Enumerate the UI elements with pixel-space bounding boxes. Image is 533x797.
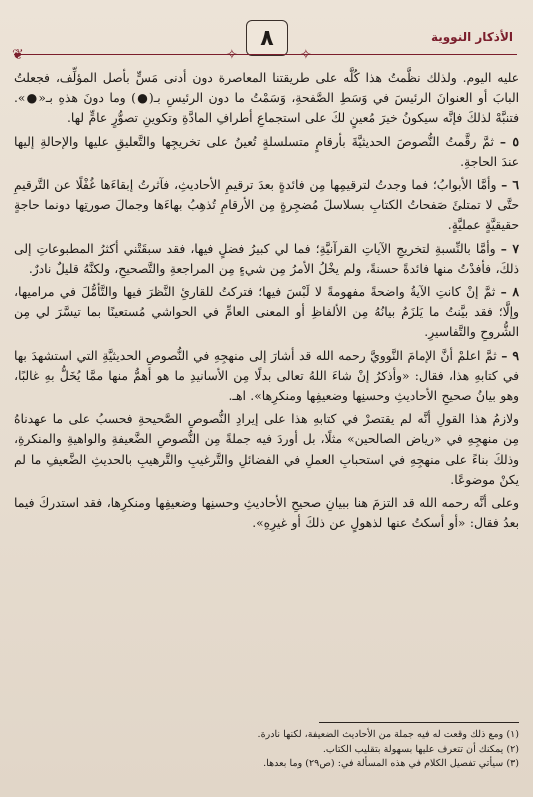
paragraph [14,239,519,279]
paragraph-text: وعلى أنَّه رحمه الله قد التزمَ هنا ببيانِ صحيحِ الأحاديثِ وحسنِها وضعيفِها ومنكرِها، فقد استدركَ فيما بعدُ فقال: «أو أسكتُ عنها لذهولٍ عن ذلكَ أو غيرِهِ». [14,496,519,531]
paragraph-number: ٩ – [501,347,519,363]
page-number: ٨ [260,25,274,51]
footnotes [14,728,519,772]
footnote-separator [319,722,519,723]
paragraph-text: عليه اليوم. ولذلك نظَّمتُ هذا كُلَّه على طريقتنا المعاصرة دون أدنى مَسٍّ بأصل المؤلِّف، فجعلتُ البابَ أو العنوانَ الرئيسَ في وَسَطِ الصَّفحةِ، وَسَمْتُ ما دون الرئيسِ بـ(●) وما دونَ هذهِ بـ«●». فتنبَّهْ لذلكَ فإنَّه سيكونُ خيرَ مُعينٍ لكَ على استجماعِ أطرافِ المادَّةِ وتكوينِ تصوُّرٍ عامٍّ لها. [14,71,519,126]
paragraph-text: وأمَّا بالنِّسبةِ لتخريجِ الآياتِ القرآنيَّةِ؛ فما لي كبيرُ فضلٍ فيها، فقد سبقَتْني أكثرُ المطبوعاتِ إلى ذلكَ، فأفدْتُ منها فائدةً حسنةً، ولم يخْلُ الأمرُ مِن شيءٍ مِن المراجعةِ والتَّصحيحِ، ولكنَّهُ قليلٌ نادرٌ. [14,241,519,276]
main-text [14,68,519,536]
paragraph-number: ٦ – [501,177,519,193]
paragraph [14,282,519,343]
footnote: (١) ومع ذلك وقعت له فيه جملة من الأحاديث الضعيفة، لكنها نادرة. [257,729,519,740]
paragraph-text: ثمَّ رقَّمتُ النُّصوصَ الحديثيَّةَ بأرقامٍ متسلسلةٍ تُعينُ على تخريجِها والتَّعليقِ عليها والإحالةِ إليها عندَ الحاجةِ. [14,134,519,169]
page-header [12,20,517,63]
flourish-ornament-icon: ❦ [12,47,24,63]
flourish-ornament-icon: ✧ [300,47,312,63]
paragraph [14,132,519,172]
paragraph-text: وأمَّا الأبوابُ؛ فما وجدتُ لترقيمِها مِن فائدةٍ بعدَ ترقيمِ الأحاديثِ، فآثرتُ إبقاءَها غُفْلًا عن التَّرقيمِ حتَّى لا تمتلئَ صَفحاتُ الكتابِ بسلاسلَ مُضجِرةٍ مِن الأرقامِ تُذهِبُ بهاءَها وجمالَ صورتِها دونما حاجةٍ حقيقيَّةٍ عمليَّةٍ. [14,178,519,233]
paragraph-text: ولازمُ هذا القولِ أنَّه لم يقتصرْ في كتابهِ هذا على إيرادِ النُّصوصِ الصَّحيحةِ فحسبُ على ما عهدناهُ مِن منهجِهِ في «رياض الصالحين» مثلًا، بل أوردَ فيه جملةً مِن النُّصوصِ الضَّعيفةِ والواهيةِ والمنكرةِ، وذلكَ بناءً على منهجِهِ في استحبابِ العملِ في الفضائلِ والتَّرغيبِ والتَّرهيبِ بالحديثِ الضَّعيفِ ما لم يكنْ موضوعًا. [14,412,519,487]
paragraph-number: ٧ – [500,240,519,256]
paragraph [14,346,519,407]
footnote: (٣) سيأتي تفصيل الكلام في هذه المسألة في: (ص٢٩) وما بعدها. [263,758,519,769]
paragraph [14,175,519,236]
header-rule [14,54,517,55]
paragraph-text: ثمَّ اعلمْ أنَّ الإمامَ النَّوويَّ رحمه الله قد أشارَ إلى منهجِهِ في النُّصوصِ الحديثيَّةِ التي استشهدَ بها في كتابهِ هذا، فقال: «وأذكرُ إنْ شاءَ اللهُ تعالى بدلًا مِن الأسانيدِ ما هو أهمُّ منها ممَّا يُخَلُّ بهِ غالبًا، وهو بيانُ صحيحِ الأحاديثِ وحسنِها وضعيفِها ومنكرِها». اهـ. [14,348,519,404]
paragraph-number: ٥ – [499,133,519,149]
paragraph [14,68,519,129]
footnote: (٢) يمكنك أن تتعرف عليها بسهولة بتقليب الكتاب. [322,743,519,755]
paragraph-text: ثمَّ إنْ كانتِ الآيةُ واضحةً مفهومةً لا لَبْسَ فيها؛ فتركتُ للقارئِ النَّظرَ فيها والتَّأمُّلَ في مراميها، وإلَّا؛ فقد بيَّنتُ ما يَلزَمُ بيانُهُ مِن الألفاظِ أو المعنى العامِّ في الحواشي مُستعينًا بما تيسَّرَ لي مِن الشُّروحِ والتَّفاسيرِ. [14,285,519,340]
paragraph-number: ٨ – [500,284,519,300]
paragraph [14,493,519,533]
running-title: الأذكار النووية [430,30,513,44]
paragraph [14,409,519,490]
page-number-box [246,20,288,56]
flourish-ornament-icon: ✧ [226,47,238,63]
